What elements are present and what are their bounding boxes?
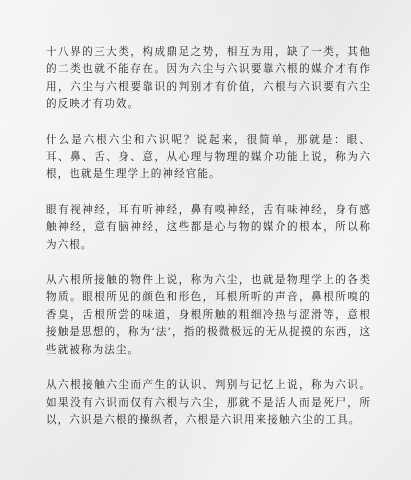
- paragraph-1: 十八界的三大类，构成鼎足之势，相互为用，缺了一类，其他的二类也就不能存在。因为六尘与六识要靠六根的媒介才有作用，六尘与六根要靠识的判别才有价值，六根与六识要有六尘的反映才有功效。: [46, 46, 371, 111]
- paragraph-5: 从六根接触六尘而产生的认识、判别与记忆上说，称为六识。如果没有六识而仅有六根与六尘，那就不是活人而是死尸，所以，六识是六根的操纵者，六根是六识用来接触六尘的工具。: [46, 379, 371, 426]
- paragraph-3: 眼有视神经，耳有听神经，鼻有嗅神经，舌有味神经，身有感触神经，意有脑神经，这些都是心与物的媒介的根本，所以称为六根。: [46, 203, 371, 251]
- paragraph-4: 从六根所接触的物件上说，称为六尘，也就是物理学上的各类物质。眼根所见的颜色和形色，耳根所听的声音，鼻根所嗅的香臭，舌根所尝的味道，身根所触的粗细冷热与涩滑等，意根接触是思想的，称为‘法’，指的极微极远的无从捉摸的东西，这些就被称为法尘。: [46, 274, 371, 356]
- paragraph-2: 什么是六根六尘和六识呢？说起来，很简单，那就是：眼、耳、鼻、舌、身、意，从心理与物理的媒介功能上说，称为六根，也就是生理学上的神经官能。: [46, 133, 371, 181]
